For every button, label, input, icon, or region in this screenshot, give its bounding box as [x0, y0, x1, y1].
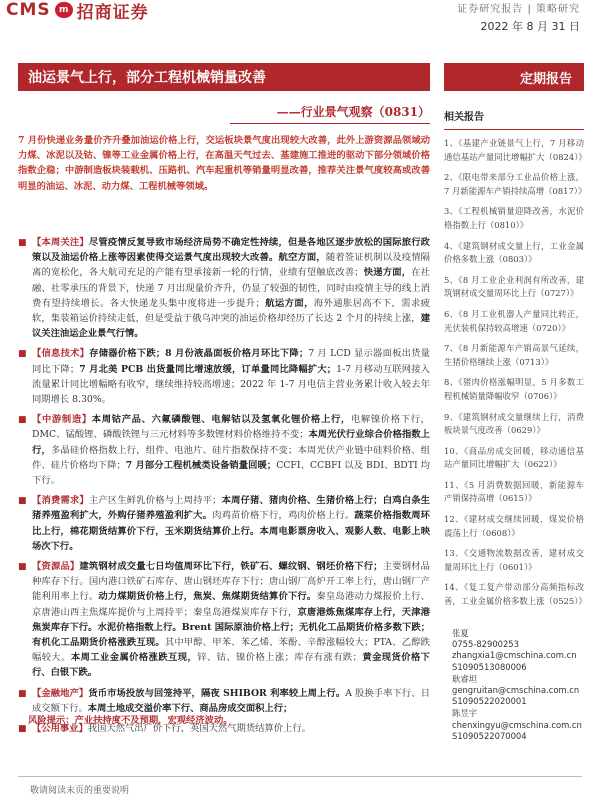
bullet-segment: 肉鸡苗价格下行，鸡肉价格上行。	[212, 510, 355, 522]
bullet-segment: 我国天然气出厂价下行，英国天然气期货结算价上行。	[87, 723, 311, 735]
bullet-tag: 【消费需求】	[32, 495, 89, 507]
analyst-name: 陈昱宇	[452, 708, 478, 719]
report-subtitle: ——行业景气观察（0831）	[276, 105, 430, 119]
analyst-block	[452, 708, 584, 742]
related-report-item[interactable]: 4、《建筑钢材成交量上行，工业金属价格多数上涨（0803）》	[444, 240, 584, 265]
bullet-item	[18, 493, 430, 554]
related-report-item[interactable]: 8、《猪肉价格涨幅明显，5 月多数工程机械销量降幅收窄（0706）》	[444, 377, 584, 401]
bullet-segment: 动力煤期货价格上行，焦炭、焦煤期货结算价下行。	[98, 591, 317, 603]
bullet-tag: 【中游制造】	[32, 414, 92, 426]
square-bullet-icon: ■	[18, 415, 27, 426]
bullet-text	[32, 346, 430, 407]
related-report-item[interactable]: 13、《交通物流数据改善，建材成交量周环比上行（0601）》	[444, 548, 584, 572]
square-bullet-icon: ■	[18, 496, 27, 507]
bullet-segment: 航空方面，	[278, 252, 326, 264]
bullet-segment: 秦皇岛港动力煤报价上行、京唐港山西主焦煤库提价与上周持平；秦皇岛港煤炭库存下行，	[32, 591, 430, 618]
bullet-tag: 【本周关注】	[32, 237, 89, 248]
analyst-block	[452, 628, 584, 673]
logo-latin: CMS	[6, 0, 51, 20]
analyst-email[interactable]: zhangxia1@cmschina.com.cn	[452, 650, 577, 661]
footer-divider	[18, 776, 582, 777]
bullet-segment: 存储器价格下跌；8 月份液晶面板价格月环比下降；	[89, 348, 309, 360]
bullet-segment: 海外通胀居高不下，需求疲软，集装箱运价持续走低，但是受益于俄乌冲突的油运价格却经历了长达 2 个月的持续上涨，	[32, 297, 430, 325]
related-reports-list	[444, 137, 587, 609]
analyst-contacts	[452, 628, 584, 743]
square-bullet-icon: ■	[18, 688, 27, 699]
analyst-cert: S1090513080006	[452, 661, 527, 672]
related-report-item[interactable]: 14、《复工复产带动部分高频指标改善，工业金属价格多数上涨（0525）》	[444, 582, 587, 607]
subtitle-divider	[230, 123, 430, 124]
analyst-email[interactable]: gengruitan@cmschina.com.cn	[452, 685, 580, 696]
bullet-segment: 京唐港炼焦煤库存上行，天津港焦炭库存下行。水泥价格指数上行。Brent 国际原油价格上行；无机化工品期货价格多数下跌；有机化工品期货价格涨跌互现。	[32, 606, 430, 649]
logo-chinese: 招商证券	[76, 2, 149, 23]
bullet-tag: 【金融地产】	[32, 687, 89, 699]
analyst-name: 张夏	[452, 628, 469, 638]
analyst-cert: S1090522020001	[452, 696, 527, 707]
bullet-segment: 多晶硅价格指数上行，组件、电池片、硅片指数保持不变；本周光伏产业链中硅料价格、组件、硅片价格均下降；	[32, 444, 430, 471]
analyst-cert: S1090522070004	[452, 730, 527, 741]
bullet-segment: 快递方面，	[363, 267, 412, 279]
related-report-item[interactable]: 6、《8 月工业机器人产量同比转正，光伏装机保持较高增速（0720）》	[444, 308, 584, 333]
bullet-segment: A 股换手率下行、日成交额下行。	[32, 687, 430, 714]
bullet-text	[32, 412, 430, 488]
bullet-list	[18, 235, 430, 742]
bullet-segment: 电解镍价格下行，DMC、锰酸锂、磷酸铁锂与三元材料等多数锂材料价格维持不变；	[32, 414, 430, 441]
square-bullet-icon: ■	[18, 724, 27, 735]
bullet-segment: 7 月部分工程机械类设备销量回暖；	[125, 459, 277, 471]
bullet-segment: 1-7 月移动互联网接入流量累计同比增幅略有收窄，继续维持较高增速；2022 年 1-7 月电信主营业务累计收入较去年同期增长 8.30%。	[32, 363, 430, 406]
related-report-item[interactable]: 7、《8 月新能源车产销高景气延续，生猪价格继续上涨（0713）》	[444, 343, 584, 367]
bullet-segment: 本周仔猪、猪肉价格、生猪价格上行；白鸡白条生猪养殖盈利扩大，外购仔猪养殖盈利扩大。	[32, 495, 430, 522]
square-bullet-icon: ■	[18, 349, 27, 360]
bullet-item	[18, 412, 430, 488]
bullet-segment: 建议关注油运企业景气行情。	[32, 313, 430, 340]
bullet-segment: 建筑钢材成交量七日均值周环比下行，铁矿石、螺纹钢、钢坯价格下行；	[79, 561, 383, 573]
bullet-item	[18, 559, 430, 681]
bullet-segment: 锌、钴、镍价格上涨；库存有涨有跌；	[197, 652, 362, 664]
analyst-email[interactable]: chenxingyu@cmschina.com.cn	[452, 719, 582, 730]
bullet-tag: 【公用事业】	[32, 723, 88, 735]
report-title: 油运景气上行，部分工程机械销量改善	[18, 63, 430, 91]
bullet-segment: 7 月 LCD 显示器面板出货量同比下降；	[32, 348, 430, 375]
report-meta	[457, 0, 580, 34]
bullet-segment: 尽管疫情反复导致市场经济局势不确定性持续，但是各地区逐步放松的国际旅行政策以及油运价格上涨等因素使得交运景气度出现较大改善。	[32, 237, 430, 264]
related-report-item[interactable]: 1、《基建产业链景气上行，7 月移动通信基站产量同比增幅扩大（0824）》	[444, 138, 587, 162]
risk-warning: 风险提示：产业扶持度不及预期，宏观经济波动。	[28, 715, 233, 726]
analyst-name: 耿睿坦	[452, 673, 478, 684]
square-bullet-icon: ■	[18, 238, 27, 248]
related-report-item[interactable]: 2、《限电带来部分工业品价格上涨，7 月新能源车产销持续高增（0817）》	[444, 172, 587, 196]
footer-note: 敬请阅读末页的重要说明	[30, 786, 130, 796]
report-type: 定期报告	[444, 63, 584, 91]
bullet-segment: 本周土地成交溢价率下行、商品房成交面积上行；	[87, 702, 293, 714]
bullet-segment: 蔬菜价格指数周环比上行，棉花期货结算价下行，玉米期货结算价上行。本周电影票房收入、观影人数、电影上映场次下行。	[32, 510, 430, 552]
related-report-item[interactable]: 9、《建筑钢材成交量继续上行，消费板块景气度改善（0629）》	[444, 411, 584, 436]
bullet-text	[32, 235, 430, 341]
bullet-segment: 在社融、社零承压的背景下，快递 7 月出现量价齐升，仍显了较强的韧性，同时由疫情主导的线上消费有望持续增长。各大快递龙头集中度将进一步提升；	[32, 267, 430, 309]
bullet-segment: 本周光伏行业综合价格指数上行，	[32, 429, 430, 456]
bullet-tag: 【信息技术】	[32, 348, 90, 360]
company-logo	[6, 0, 149, 23]
bullet-segment: 随着签证机制以及疫情隔离的宽松化，各大航司充足的产能有望承接新一轮的行情，业绩有望触底改善；	[32, 252, 430, 279]
related-reports	[444, 108, 587, 609]
related-report-item[interactable]: 11、《5 月消费数据回暖，新能源车产销保持高增（0615）》	[444, 479, 584, 504]
bullet-segment: 货币市场投放与回笼持平，隔夜 SHIBOR 利率较上周上行。	[88, 687, 346, 699]
bullet-tag: 【资源品】	[32, 561, 80, 573]
report-series: 证券研究报告 | 策略研究	[457, 4, 580, 15]
logo-badge-icon: m	[55, 2, 73, 18]
summary-paragraph: 7 月份快递业务量价齐升叠加油运价格上行，交运板块景气度出现较大改善，此外上游资源品领域动力煤、冰泥以及钴、镍等工业金属价格上行，在高温天气过去、基建施工推进的驱动下部分领域价格指数企稳；中游制造板块装载机、压路机、汽车起重机等销量明显改善，推荐关注景气度较高或改善明显的油运、冰泥、动力煤、工程机械等领域。	[18, 135, 430, 192]
bullet-segment: 7 月北美 PCB 出货量同比增速放缓，订单量同比降幅扩大；	[79, 363, 337, 375]
bullet-segment: 黄金现货价格下行、白银下跌。	[32, 652, 430, 679]
bullet-text	[32, 493, 430, 554]
bullet-item	[18, 235, 430, 341]
related-report-item[interactable]: 3、《工程机械销量迎降改善，水泥价格指数上行（0810）》	[444, 206, 584, 230]
related-reports-title: 相关报告	[444, 108, 584, 130]
bullet-segment: 航运方面，	[264, 297, 314, 309]
analyst-block	[452, 674, 584, 708]
related-report-item[interactable]: 5、《8 月工业企业利润有所改善，建筑钢材成交量周环比上行（0727）》	[444, 274, 584, 299]
square-bullet-icon: ■	[18, 562, 27, 573]
bullet-item	[18, 346, 430, 407]
bullet-segment: 主要钢材品种库存下行。国内港口铁矿石库存、唐山钢坯库存下行；唐山钢厂高炉开工率上行，唐山钢厂产能利用率上行。	[32, 561, 430, 603]
bullet-segment: CCFI、CCBFI 以及 BDI、BDTI 均下行。	[32, 459, 430, 487]
bullet-text	[32, 559, 430, 681]
bullet-segment: 其中甲醇、甲苯、苯乙烯、苯酚、辛醇涨幅较大；PTA、乙醇跌幅较大。	[32, 637, 430, 664]
bullet-segment: 主产区生鲜乳价格与上周持平；	[88, 495, 222, 507]
related-report-item[interactable]: 10、《商品房成交回暖，移动通信基站产量同比增幅扩大（0622）》	[444, 445, 584, 470]
bullet-segment: 本周钴产品、六氟磷酸锂、电解钴以及氢氧化锂价格上行，	[91, 414, 351, 426]
bullet-segment: 本周工业金属价格涨跌互现，	[70, 652, 198, 664]
analyst-phone: 0755-82900253	[452, 639, 519, 650]
report-date: 2022 年 8 月 31 日	[480, 20, 580, 33]
related-report-item[interactable]: 12、《建材成交继续回暖，煤炭价格震荡上行（0608）》	[444, 514, 584, 538]
